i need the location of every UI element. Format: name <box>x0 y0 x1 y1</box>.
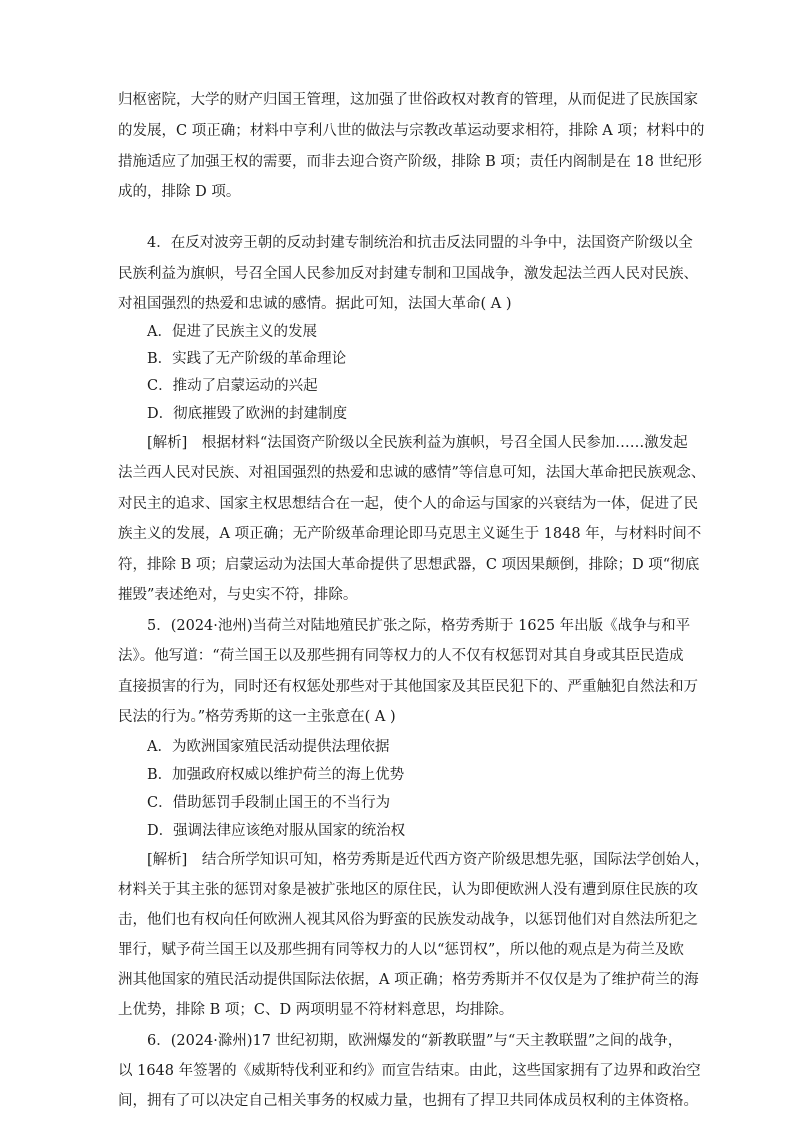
question-4-analysis: 对民主的追求、国家主权思想结合在一起，使个人的命运与国家的兴衰结为一体，促进了民 <box>118 496 698 512</box>
question-5-analysis: 洲其他国家的殖民活动提供国际法依据，A 项正确；格劳秀斯并不仅仅是为了维护荷兰的海 <box>118 972 699 988</box>
question-5-option-c: C．借助惩罚手段制止国王的不当行为 <box>147 795 391 811</box>
question-5-analysis: 材料关于其主张的惩罚对象是被扩张地区的原住民，认为即便欧洲人没有遭到原住民族的攻 <box>118 882 698 898</box>
question-5-option-d: D．强调法律应该绝对服从国家的统治权 <box>147 823 406 839</box>
analysis-continuation-line: 的发展，C 项正确；材料中亨利八世的做法与宗教改革运动要求相符，排除 A 项；材料中的 <box>118 123 705 139</box>
question-4-option-c: C．推动了启蒙运动的兴起 <box>147 378 318 394</box>
question-4-analysis: 符，排除 B 项；启蒙运动为法国大革命提供了思想武器，C 项因果颠倒，排除；D 项“彻底 <box>118 557 700 573</box>
question-4-stem: 对祖国强烈的热爱和忠诚的感情。据此可知，法国大革命( A ) <box>118 296 512 312</box>
question-5-analysis: 上优势，排除 B 项；C、D 两项明显不符材料意思，均排除。 <box>118 1002 514 1018</box>
analysis-continuation-line: 归枢密院，大学的财产归国王管理，这加强了世俗政权对教育的管理，从而促进了民族国家 <box>118 92 698 108</box>
question-6-stem: 间，拥有了可以决定自己相关事务的权威力量，也拥有了捍卫共同体成员权利的主体资格。 <box>118 1093 698 1109</box>
question-4-analysis: 族主义的发展，A 项正确；无产阶级革命理论即马克思主义诞生于 1848 年，与材料时间不 <box>118 526 702 542</box>
question-5-option-a: A．为欧洲国家殖民活动提供法理依据 <box>147 739 390 755</box>
question-5-analysis: 罪行，赋予荷兰国王以及那些拥有同等权力的人以“惩罚权”，所以他的观点是为荷兰及欧 <box>118 942 684 958</box>
question-4-option-b: B．实践了无产阶级的革命理论 <box>147 351 347 367</box>
question-5-stem: 直接损害的行为，同时还有权惩处那些对于其他国家及其臣民犯下的、严重触犯自然法和万 <box>118 679 698 695</box>
question-5-stem: 5．(2024·池州)当荷兰对陆地殖民扩张之际，格劳秀斯于 1625 年出版《战争与和平 <box>147 618 691 634</box>
question-6-stem: 以 1648 年签署的《威斯特伐利亚和约》而宣告结束。由此，这些国家拥有了边界和政治空 <box>118 1063 701 1079</box>
question-5-stem: 法》。他写道：“荷兰国王以及那些拥有同等权力的人不仅有权惩罚对其自身或其臣民造成 <box>118 648 684 664</box>
question-5-option-b: B．加强政府权威以维护荷兰的海上优势 <box>147 767 405 783</box>
question-5-stem: 民法的行为。”格劳秀斯的这一主张意在( A ) <box>118 709 396 725</box>
question-4-analysis: 法兰西人民对民族、对祖国强烈的热爱和忠诚的感情”等信息可知，法国大革命把民族观念、 <box>118 465 706 481</box>
question-6-stem: 6．(2024·滁州)17 世纪初期，欧洲爆发的“新教联盟”与“天主教联盟”之间的战争， <box>147 1033 683 1049</box>
question-4-option-a: A．促进了民族主义的发展 <box>147 324 317 340</box>
question-4-analysis: 摧毁”表述绝对，与史实不符，排除。 <box>118 587 358 603</box>
analysis-continuation-line: 成的，排除 D 项。 <box>118 184 241 200</box>
question-4-stem: 民族利益为旗帜，号召全国人民参加反对封建专制和卫国战争，激发起法兰西人民对民族、 <box>118 266 698 282</box>
question-4-analysis: [解析] 根据材料“法国资产阶级以全民族利益为旗帜，号召全国人民参加……激发起 <box>147 435 688 451</box>
question-4-option-d: D．彻底摧毁了欧洲的封建制度 <box>147 406 348 422</box>
question-5-analysis: 击，他们也有权向任何欧洲人视其风俗为野蛮的民族发动战争，以惩罚他们对自然法所犯之 <box>118 912 698 928</box>
question-4-stem: 4．在反对波旁王朝的反动封建专制统治和抗击反法同盟的斗争中，法国资产阶级以全 <box>147 235 693 251</box>
question-5-analysis: [解析] 结合所学知识可知，格劳秀斯是近代西方资产阶级思想先驱，国际法学创始人， <box>147 852 710 868</box>
analysis-continuation-line: 措施适应了加强王权的需要，而非去迎合资产阶级，排除 B 项；责任内阁制是在 18 世纪形 <box>118 154 703 170</box>
